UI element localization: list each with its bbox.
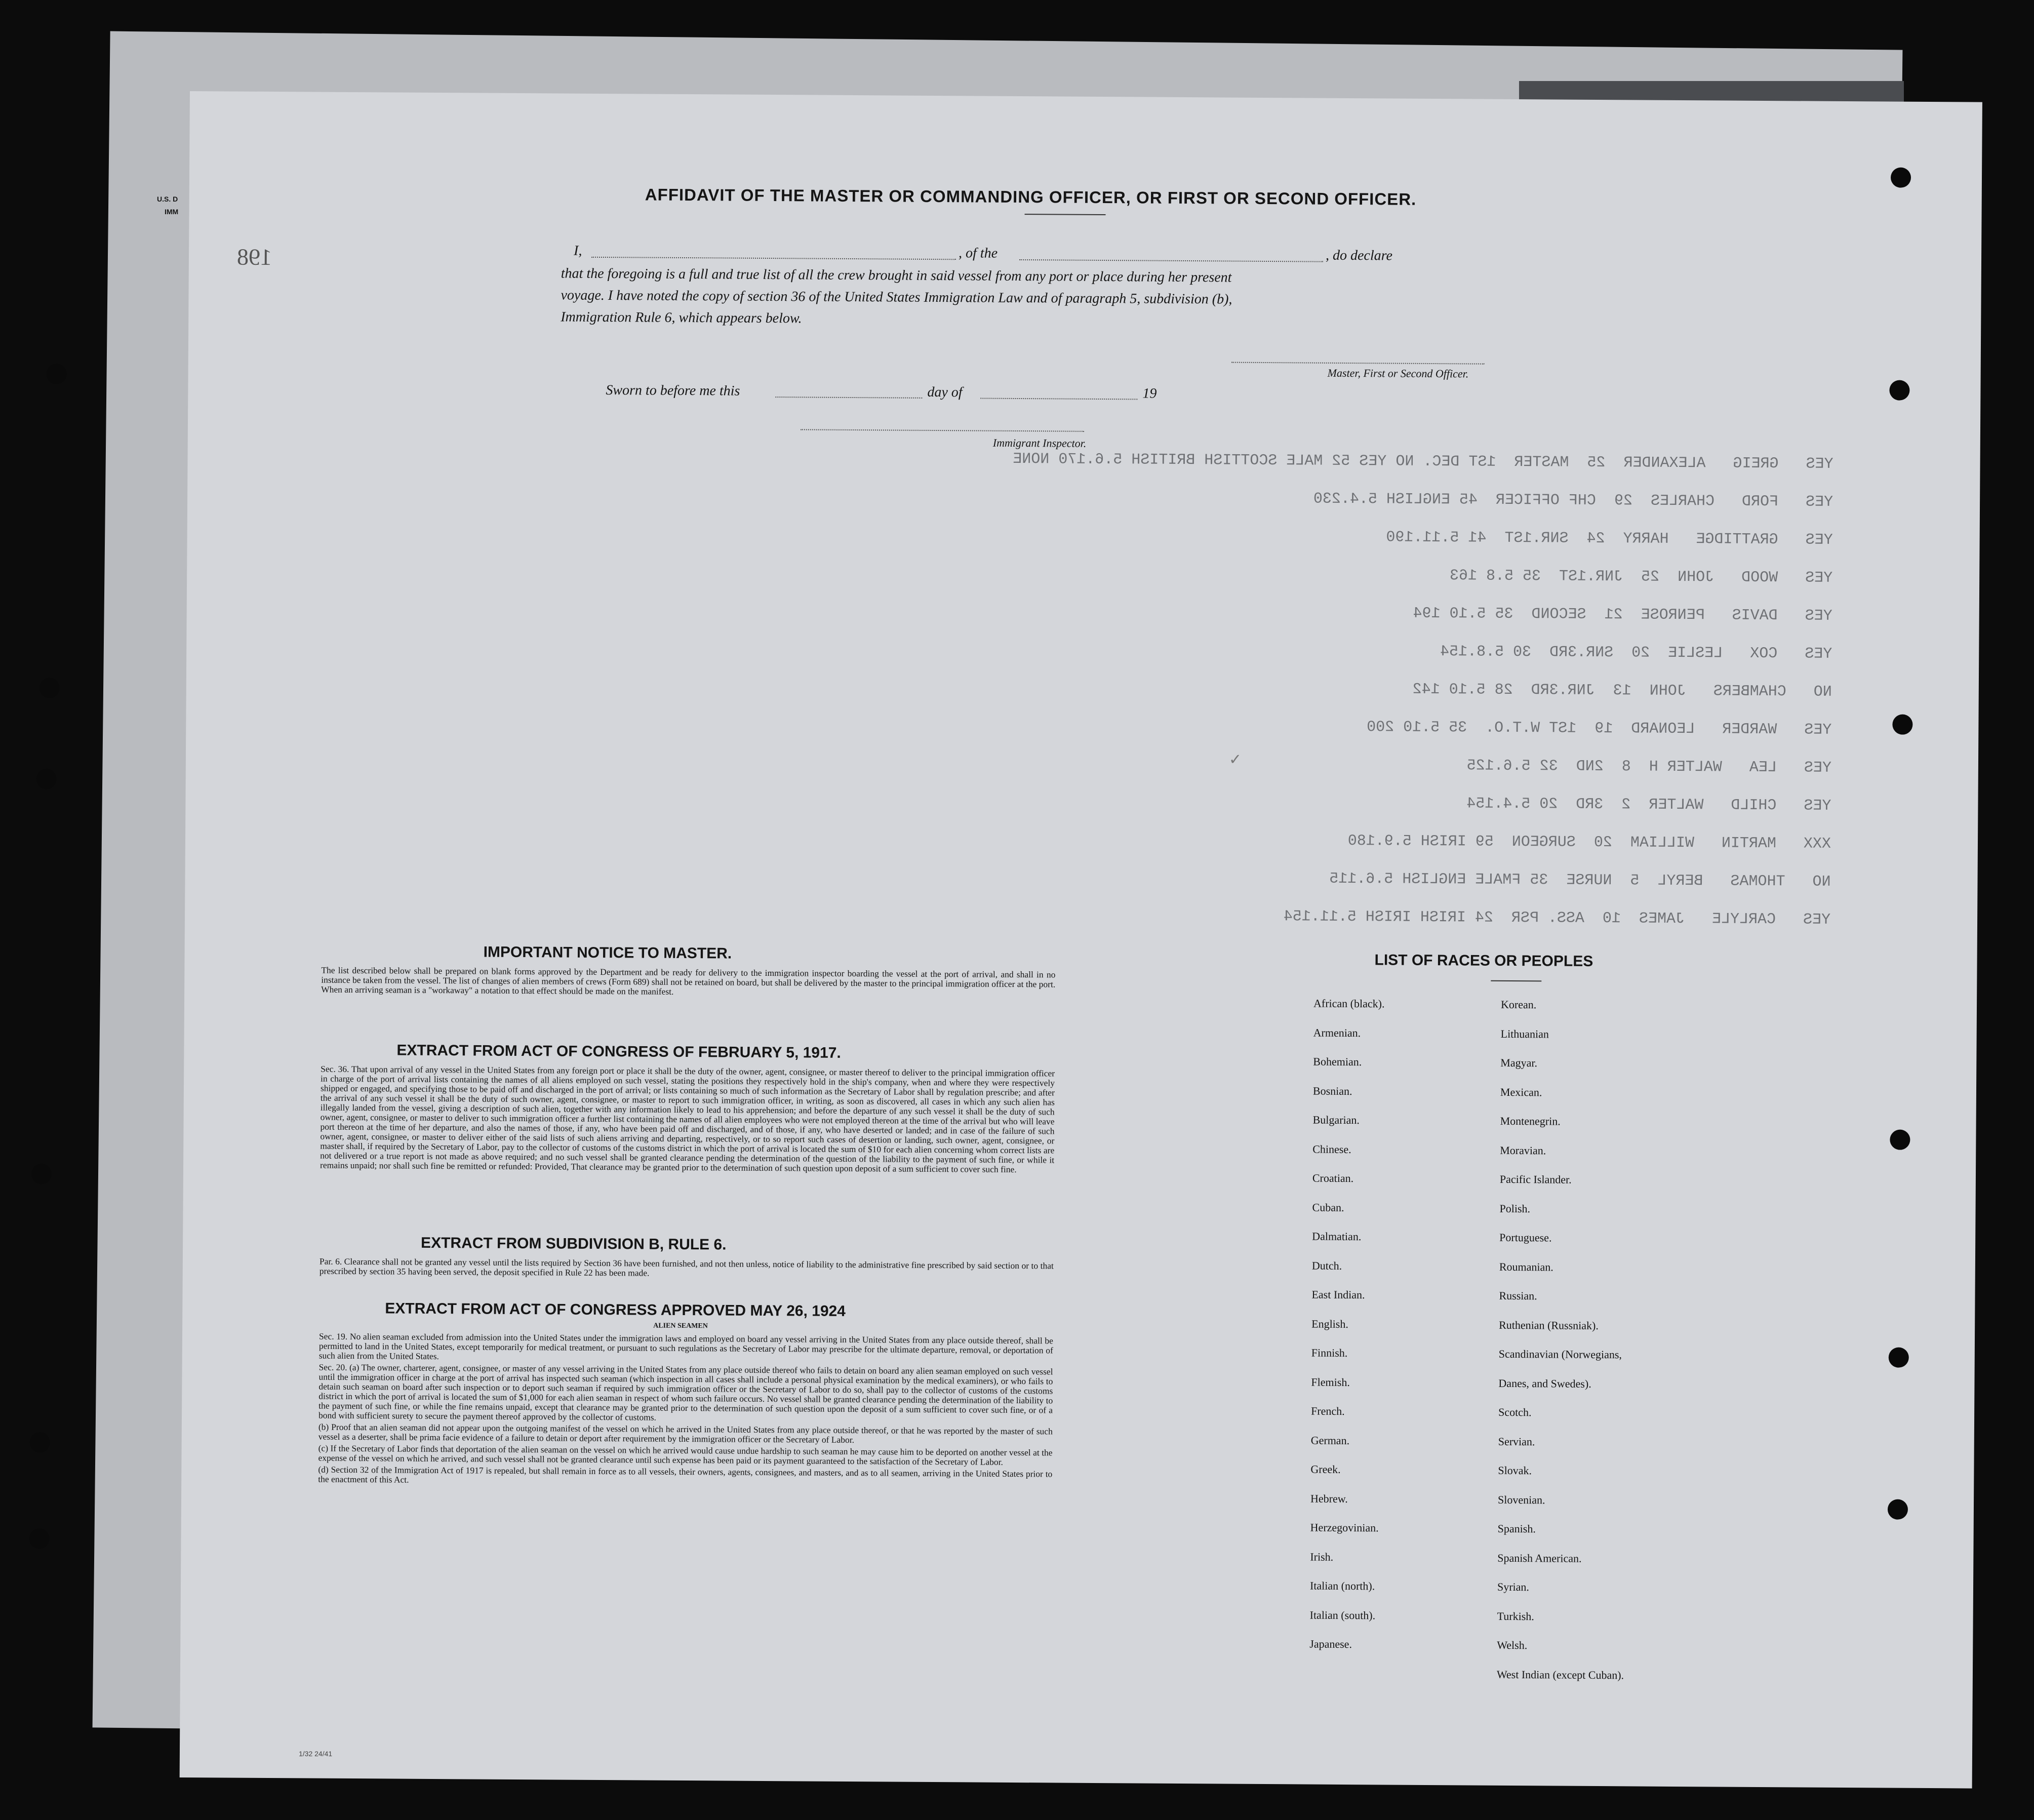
race-entry: Irish. xyxy=(1310,1550,1334,1563)
section-20a-paragraph: Sec. 20. (a) The owner, charterer, agent, consignee, or master of any vessel arriving in the United States from any place outside thereof who fails to detain on board any alien seaman employed on such vessel until the immigration officer in charge at the port of arrival has inspected such seaman (which inspection in all cases shall include a personal physical examination by the medical examiners), or who fails to detain such seaman on board after such inspection or to deport such seaman if required by such immigration officer or the Secretary of Labor to do so, shall pay to the collector of customs of the customs district in which the port of arrival is located the sum of $1,000 for each alien seaman in respect of whom such failure occurs. No vessel shall be granted clearance pending the determination of the liability to the payment of such fine, or while the fine remains unpaid, except that clearance may be granted prior to the determination of such question upon the deposit of a sum sufficient to cover such fine, or of a bond with sufficient surety to secure the payment thereof approved by the collector of customs. xyxy=(318,1362,1053,1422)
race-entry: Greek. xyxy=(1310,1462,1341,1476)
title-rule xyxy=(1025,214,1106,215)
affidavit-title: AFFIDAVIT OF THE MASTER OR COMMANDING OFFICER, OR FIRST OR SECOND OFFICER. xyxy=(645,185,1417,209)
extract-1924-body xyxy=(318,1332,1053,1491)
section-20b-paragraph: (b) Proof that an alien seaman did not appear upon the outgoing manifest of the vessel on which he arrived in the United States from any place outside thereof, or that he was reported by the master of such vessel as a deserter, shall be prima facie evidence of a failure to detain or deport after requirement by the immigration officer or the Secretary of Labor. xyxy=(318,1421,1053,1445)
punch-hole xyxy=(1889,380,1909,401)
races-rule xyxy=(1491,980,1541,982)
race-entry: Cuban. xyxy=(1312,1201,1344,1214)
punch-hole xyxy=(46,364,66,384)
race-entry: Ruthenian (Russniak). xyxy=(1499,1318,1599,1332)
page-number-stamp: 198 xyxy=(236,244,272,270)
race-entry: Spanish. xyxy=(1497,1522,1536,1535)
race-entry: Syrian. xyxy=(1497,1580,1530,1594)
inspector-line xyxy=(801,429,1084,431)
manifest-page xyxy=(180,91,1982,1789)
races-title: LIST OF RACES OR PEOPLES xyxy=(1374,952,1593,970)
race-entry: Portuguese. xyxy=(1499,1231,1552,1244)
affidavit-line4: Immigration Rule 6, which appears below. xyxy=(561,309,802,327)
affidavit-i: I, xyxy=(573,243,582,259)
race-entry: Welsh. xyxy=(1497,1638,1528,1652)
punch-hole xyxy=(1891,168,1911,188)
race-entry: Russian. xyxy=(1499,1289,1537,1302)
signature-line xyxy=(1231,362,1485,365)
section-20d-paragraph: (d) Section 32 of the Immigration Act of 1917 is repealed, but shall remain in force as to all vessels, their owners, agents, consignees, and masters, and as to all seamen, arriving in the United States prior to the enactment of this Act. xyxy=(318,1464,1053,1485)
race-entry: Dalmatian. xyxy=(1312,1230,1362,1243)
bleed-row-10: YES CHILD WALTER 2 3RD 20 5.4.154 xyxy=(1466,795,1831,815)
punch-hole xyxy=(36,769,57,789)
race-entry: East Indian. xyxy=(1311,1288,1365,1301)
race-entry: English. xyxy=(1311,1317,1348,1330)
race-entry: Slovenian. xyxy=(1497,1493,1545,1506)
race-entry: Spanish American. xyxy=(1497,1551,1582,1565)
bleed-row-5: YES DAVIS PENROSE 21 SECOND 35 5.10 194 xyxy=(1413,605,1832,625)
section-36-paragraph: Sec. 36. That upon arrival of any vessel in the United States from any foreign port or place it shall be the duty of the owner, agent, consignee, or master thereof to deliver to the principal immigration officer in charge of the port of arrival lists containing the names of all aliens employed on such vessel, stating the positions they respectively hold in the ship's company, when and where they were respectively shipped or engaged, and specifying those to be paid off and discharged in the port of arrival; or lists containing so much of such information as the Secretary of Labor shall by regulation prescribe; and after the arrival of any such vessel it shall be the duty of such owner, agent, consignee, or master to report to such immigration officer, in writing, as soon as discovered, all cases in which any such alien has illegally landed from the vessel, giving a description of such alien, together with any information likely to lead to his apprehension; and before the departure of any such vessel it shall be the duty of such owner, agent, consignee, or master to deliver to such immigration officer a further list containing the names of all alien employees who were not employed thereon at the time of the arrival but who will leave port thereon at the time of her departure, and also the names of those, if any, who have been paid off and discharged, and of those, if any, who have deserted or landed; and in case of the failure of such owner, agent, consignee, or master to deliver either of the said lists of such aliens arriving and departing, respectively, or to so report such cases of desertion or landing, such owner, agent, consignee, or master shall, if required by the Secretary of Labor, pay to the collector of customs of the customs district in which the port of arrival is located the sum of $10 for each alien concerning whom correct lists are not delivered or a true report is not made as above required; and no such vessel shall be granted clearance pending the determination of the question of the liability to the payment of such fine, or while it remains unpaid; nor shall such fine be remitted or refunded: Provided, That clearance may be granted prior to the determination of such question upon deposit of a sum sufficient to cover such fine. xyxy=(320,1063,1055,1175)
race-entry: West Indian (except Cuban). xyxy=(1496,1668,1624,1681)
race-entry: Montenegrin. xyxy=(1500,1114,1561,1128)
affidavit-of-the: , of the xyxy=(958,245,998,261)
bleed-row-8: YES WARDER LEONARD 19 1ST W.T.O. 35 5.10 200 xyxy=(1367,719,1832,739)
extract-1917-title: EXTRACT FROM ACT OF CONGRESS OF FEBRUARY 5, 1917. xyxy=(396,1042,841,1061)
month-blank xyxy=(980,398,1137,400)
bleed-row-6: YES COX LESLIE 20 SNR.3RD 30 5.8.154 xyxy=(1440,643,1832,663)
race-entry: Pacific Islander. xyxy=(1499,1172,1572,1186)
race-entry: Bohemian. xyxy=(1313,1055,1362,1069)
race-entry: Danes, and Swedes). xyxy=(1498,1376,1591,1390)
race-entry: Finnish. xyxy=(1311,1346,1348,1360)
race-entry: Chinese. xyxy=(1312,1142,1351,1156)
race-entry: Italian (north). xyxy=(1309,1579,1375,1593)
race-entry: Mexican. xyxy=(1500,1085,1542,1098)
race-entry: Dutch. xyxy=(1311,1259,1342,1272)
race-entry: Polish. xyxy=(1499,1202,1531,1215)
race-entry: Turkish. xyxy=(1497,1609,1534,1623)
bleed-row-7: NO CHAMBERS JOHN 13 JNR.3RD 28 5.10 142 xyxy=(1412,681,1832,701)
notice-body xyxy=(321,966,1055,1001)
affidavit-line2: that the foregoing is a full and true list of all the crew brought in said vessel from any port or place during her present xyxy=(561,265,1232,286)
extract-rule6-title: EXTRACT FROM SUBDIVISION B, RULE 6. xyxy=(421,1234,727,1253)
race-entry: Croatian. xyxy=(1312,1171,1354,1185)
race-entry: Hebrew. xyxy=(1310,1492,1348,1505)
extract-rule6-body xyxy=(320,1257,1054,1283)
bleed-row-3: YES GRATTIDGE HARRY 24 SNR.1ST 41 5.11.190 xyxy=(1386,529,1833,549)
name-blank xyxy=(591,257,956,260)
sworn-text: Sworn to before me this xyxy=(606,382,740,399)
affidavit-declare: , do declare xyxy=(1325,247,1393,264)
day-of-text: day of xyxy=(927,384,963,401)
punch-hole xyxy=(1892,715,1912,735)
race-entry: Korean. xyxy=(1500,998,1537,1011)
sworn-day-blank xyxy=(775,397,922,399)
race-entry: German. xyxy=(1310,1434,1350,1447)
notice-paragraph: The list described below shall be prepared on blank forms approved by the Department and be ready for delivery to the immigration inspector boarding the vessel at the port of arrival, and shall in no instance be taken from the vessel. The list of changes of alien members of crews (Form 689) shall not be retained on board, but shall be delivered by the master to the principal immigration officer at the port. When an arriving seaman is a "workaway" a notation to that effect should be made on the manifest. xyxy=(321,965,1056,997)
section-19-paragraph: Sec. 19. No alien seaman excluded from admission into the United States under the immigration laws and employed on board any vessel arriving in the United States from any place outside thereof, shall be permitted to land in the United States, except temporarily for medical treatment, or pursuant to such regulations as the Secretary of Labor may prescribe for the ultimate departure, removal, or deportation of such alien from the United States. xyxy=(318,1331,1054,1362)
rear-sheet-heading-fragment-2: IMM xyxy=(165,208,179,216)
punch-hole xyxy=(29,1528,49,1549)
race-entry: Japanese. xyxy=(1309,1637,1352,1651)
year-text: 19 xyxy=(1142,385,1157,402)
race-entry: Flemish. xyxy=(1311,1375,1350,1389)
race-entry: African (black). xyxy=(1313,997,1385,1010)
bleed-row-12: NO THOMAS BERYL 5 NURSE 35 FMALE ENGLISH 5.6.115 xyxy=(1329,870,1831,891)
race-entry: Lithuanian xyxy=(1500,1027,1549,1040)
bleed-row-4: YES WOOD JOHN 25 JNR.1ST 35 5.8 163 xyxy=(1449,567,1833,587)
punch-hole xyxy=(39,678,60,698)
race-entry: Bosnian. xyxy=(1312,1084,1352,1097)
race-entry: Moravian. xyxy=(1500,1143,1546,1157)
race-entry: Scandinavian (Norwegians, xyxy=(1498,1347,1622,1361)
affidavit-line3: voyage. I have noted the copy of section 36 of the United States Immigration Law and of paragraph 5, subdivision (b), xyxy=(561,287,1232,307)
rank-blank xyxy=(1019,259,1323,262)
extract-1924-title: EXTRACT FROM ACT OF CONGRESS APPROVED MAY 26, 1924 xyxy=(385,1300,846,1320)
race-entry: Servian. xyxy=(1498,1435,1535,1448)
race-entry: Slovak. xyxy=(1498,1463,1532,1477)
bleed-row-2: YES FORD CHARLES 29 CHF OFFICER 45 ENGLISH 5.4.230 xyxy=(1313,490,1833,511)
punch-hole xyxy=(31,1164,52,1184)
bleed-row-11: XXX MARTIN WILLIAM 20 SURGEON 59 IRISH 5.9.180 xyxy=(1347,832,1831,853)
race-entry: Armenian. xyxy=(1313,1026,1361,1039)
section-20c-paragraph: (c) If the Secretary of Labor finds that deportation of the alien seaman on the vessel on which he arrived would cause undue hardship to such seaman he may cause him to be deported on another vessel at the expense of the vessel on which he arrived, and such vessel shall not be granted clearance until such expense has been paid or its payment guaranteed to the satisfaction of the Secretary of Labor. xyxy=(318,1443,1053,1467)
bleed-row-13: YES CARLYLE JAMES 10 ASS. PSR 24 IRISH IRISH 5.11.154 xyxy=(1283,908,1831,929)
race-entry: Herzegovinian. xyxy=(1310,1521,1379,1534)
alien-seamen-subtitle: ALIEN SEAMEN xyxy=(653,1322,708,1330)
race-entry: Bulgarian. xyxy=(1312,1113,1360,1127)
bleed-row-1: YES GREIG ALEXANDER 25 MASTER 1ST DEC. NO YES 52 MALE SCOTTISH BRITISH 5.6.170 NONE xyxy=(1013,450,1833,473)
extract-1917-body xyxy=(320,1064,1055,1177)
par-6-paragraph: Par. 6. Clearance shall not be granted any vessel until the lists required by Section 36 have been furnished, and not then unless, notice of liability to the administrative fine prescribed by said section or to that prescribed by section 35 having been served, the deposit specified in Rule 22 has been made. xyxy=(319,1256,1054,1278)
inspector-caption: Immigrant Inspector. xyxy=(992,436,1087,450)
punch-hole xyxy=(30,1432,50,1452)
punch-hole xyxy=(1890,1130,1910,1150)
race-entry: Scotch. xyxy=(1498,1405,1532,1419)
form-footer: 1/32 24/41 xyxy=(299,1750,333,1758)
rear-sheet-heading-fragment: U.S. D xyxy=(157,195,178,203)
bleed-row-9: YES LEA WALTER H 8 2ND 32 5.6.125 xyxy=(1466,757,1831,777)
race-entry: French. xyxy=(1311,1404,1345,1417)
punch-hole xyxy=(1889,1348,1909,1368)
notice-title: IMPORTANT NOTICE TO MASTER. xyxy=(483,943,732,962)
race-entry: Italian (south). xyxy=(1309,1608,1376,1621)
punch-hole xyxy=(1888,1499,1908,1520)
race-entry: Roumanian. xyxy=(1499,1260,1553,1273)
signature-caption: Master, First or Second Officer. xyxy=(1327,366,1469,380)
pencil-mark: ✓ xyxy=(1228,751,1242,768)
race-entry: Magyar. xyxy=(1500,1056,1538,1070)
